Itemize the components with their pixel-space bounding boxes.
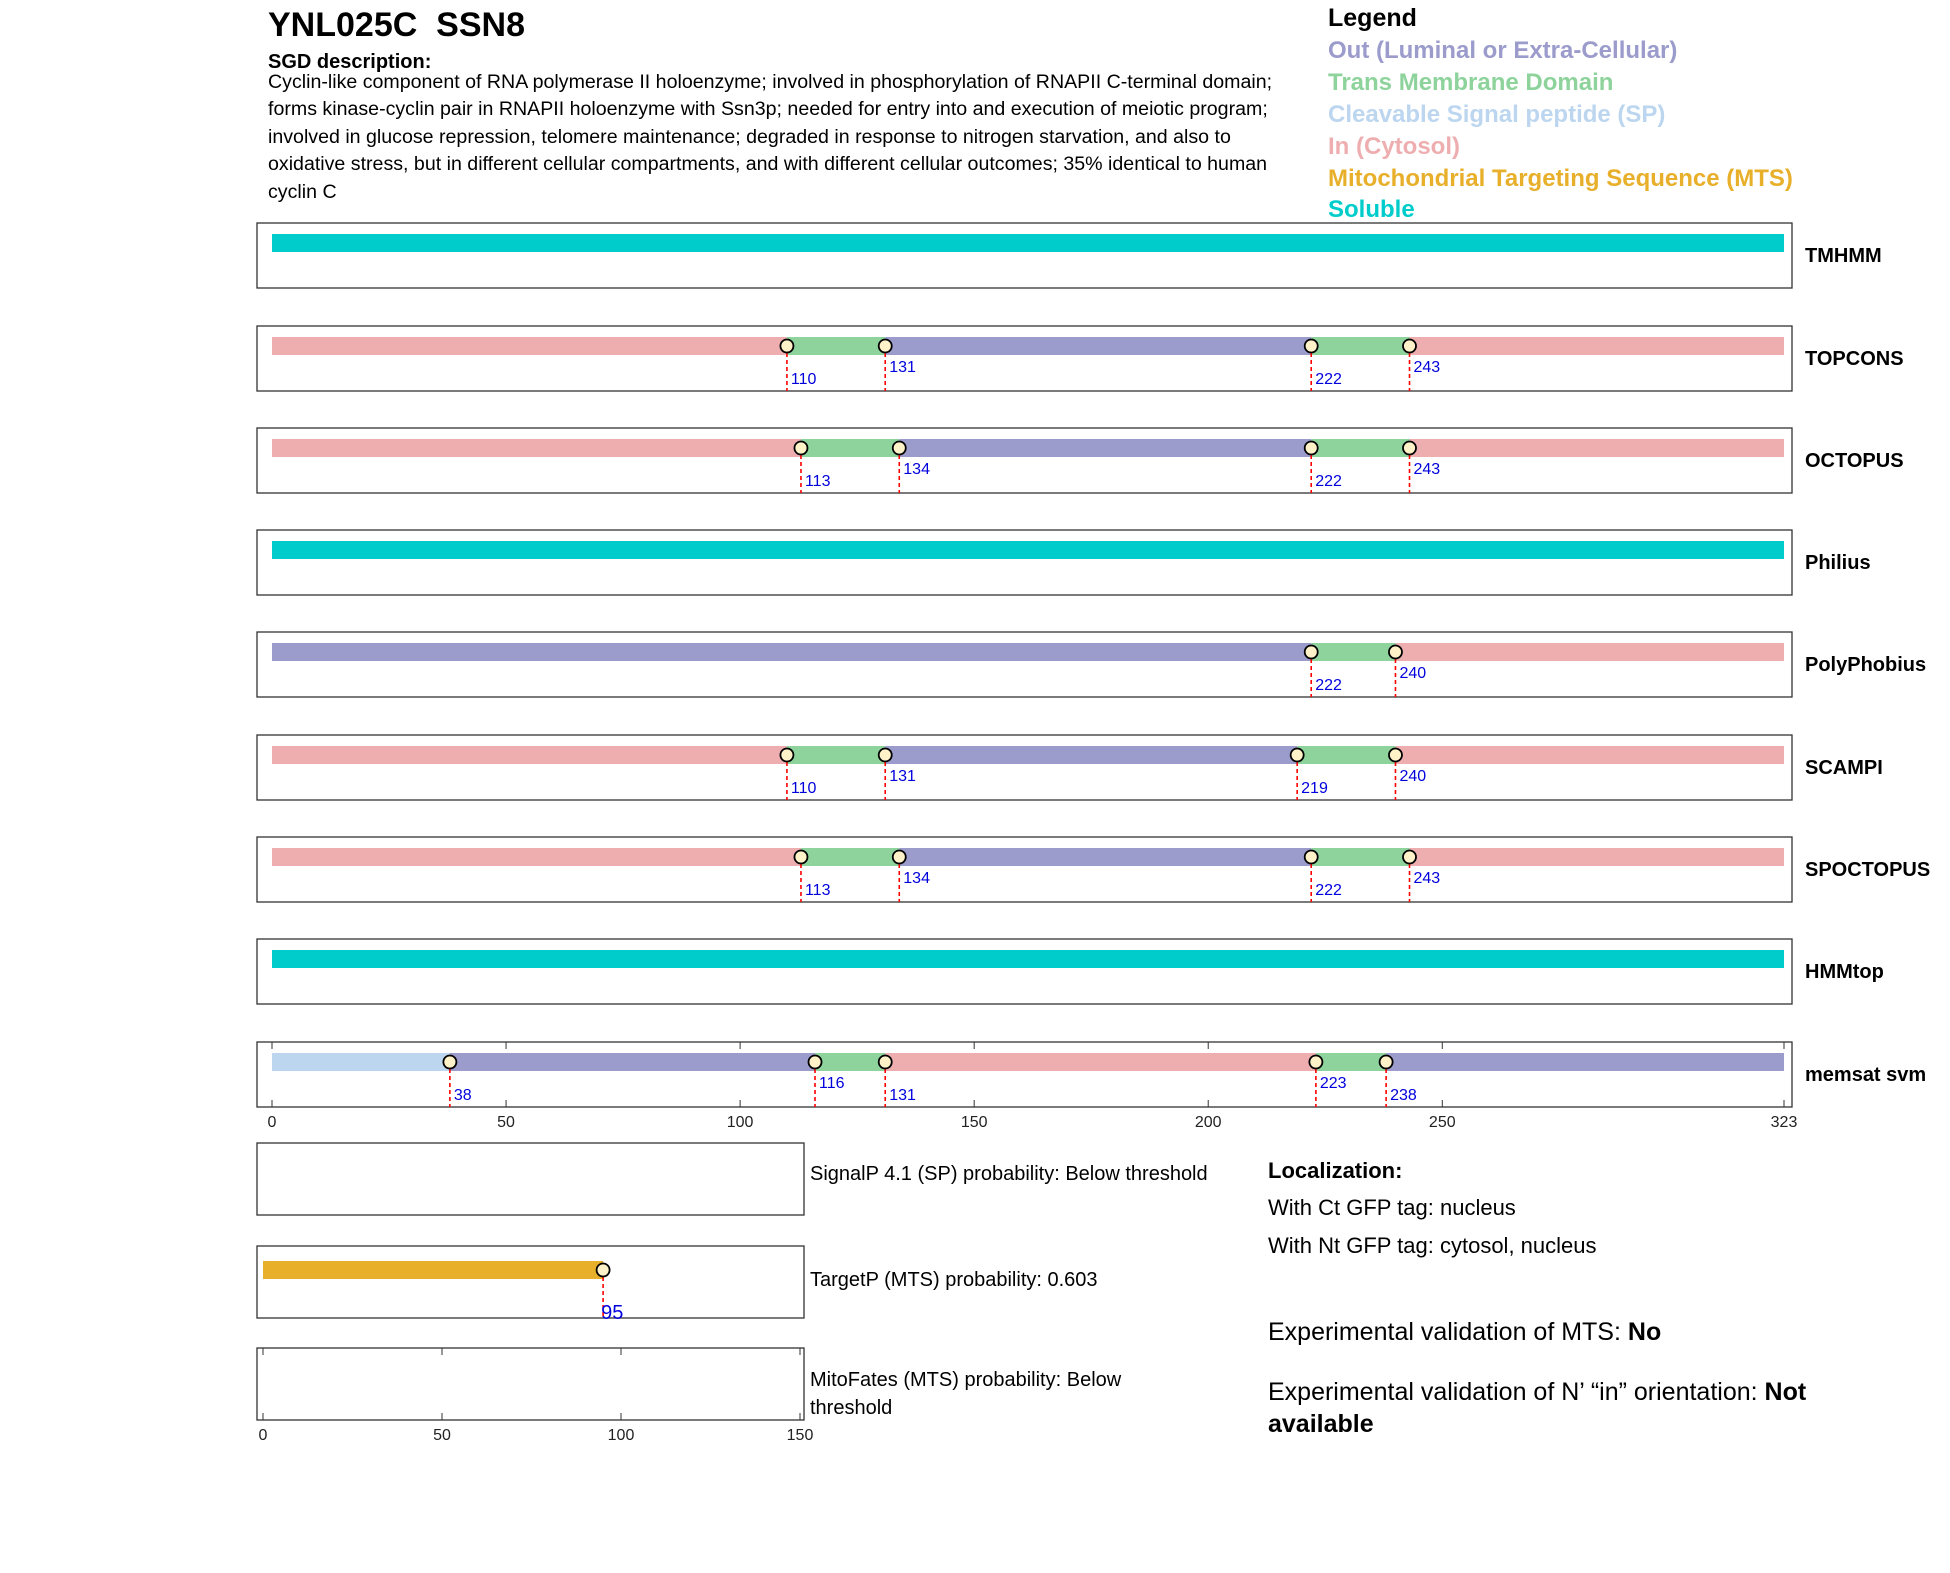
boundary-marker <box>1309 1056 1322 1069</box>
x-tick-label: 150 <box>960 1114 988 1131</box>
segment-out <box>899 439 1311 457</box>
segment-soluble <box>272 234 1784 252</box>
legend-item-out: Out (Luminal or Extra-Cellular) <box>1328 37 1678 64</box>
boundary-label: 131 <box>889 768 916 785</box>
segment-out <box>450 1053 815 1071</box>
boundary-label: 134 <box>903 461 930 478</box>
segment-tm <box>1297 746 1395 764</box>
track-frame-memsat-svm <box>257 1042 1792 1107</box>
boundary-marker <box>879 749 892 762</box>
legend-item-sp: Cleavable Signal peptide (SP) <box>1328 101 1666 128</box>
x-tick-label: 200 <box>1194 1114 1222 1131</box>
segment-in <box>272 746 787 764</box>
boundary-marker <box>1403 442 1416 455</box>
localization-nt: With Nt GFP tag: cytosol, nucleus <box>1268 1233 1597 1258</box>
segment-out <box>885 746 1297 764</box>
boundary-marker <box>1291 749 1304 762</box>
boundary-label: 222 <box>1315 677 1342 694</box>
boundary-label: 222 <box>1315 371 1342 388</box>
boundary-label: 243 <box>1413 461 1441 478</box>
boundary-marker <box>443 1056 456 1069</box>
localization-title: Localization: <box>1268 1158 1403 1183</box>
segment-in <box>1410 337 1784 355</box>
segment-in <box>272 337 787 355</box>
track-name-memsat-svm: memsat svm <box>1805 1064 1927 1086</box>
legend-item-mts: Mitochondrial Targeting Sequence (MTS) <box>1328 165 1793 192</box>
segment-soluble <box>272 541 1784 559</box>
boundary-marker <box>1403 340 1416 353</box>
segment-in <box>1410 439 1784 457</box>
mts-boundary-marker <box>597 1264 610 1277</box>
segment-soluble <box>272 950 1784 968</box>
track-frame-spoctopus <box>257 837 1792 902</box>
pred-frame-targetp <box>257 1246 804 1318</box>
orientation-validation-value: Not available <box>1268 1378 1807 1438</box>
boundary-marker <box>794 442 807 455</box>
track-frame-polyphobius <box>257 632 1792 697</box>
boundary-marker <box>1403 851 1416 864</box>
boundary-marker <box>893 442 906 455</box>
boundary-label: 110 <box>790 780 817 797</box>
description-text: Cyclin-like component of RNA polymerase II holoenzyme; involved in phosphorylation of RNAPII C-terminal domain; forms kinase-cyclin pair in RNAPII holoenzyme with Ssn3p; needed for entry into and execution of meiotic program; involved in glucose repression, telomere maintenance; degraded in response to nitrogen starvation, and also to oxidative stress, but in different cellular compartments, and with different cellular outcomes; 35% identical to human cyclin C <box>268 71 1273 203</box>
boundary-label: 110 <box>790 371 817 388</box>
boundary-marker <box>879 340 892 353</box>
segment-sp <box>272 1053 450 1071</box>
boundary-marker <box>1305 646 1318 659</box>
boundary-label: 243 <box>1413 870 1441 887</box>
localization-ct: With Ct GFP tag: nucleus <box>1268 1195 1516 1220</box>
x-tick-label: 100 <box>726 1114 754 1131</box>
track-frame-tmhmm <box>257 223 1792 288</box>
pred-x-tick-label: 0 <box>258 1427 268 1444</box>
description-label: SGD description: <box>268 51 432 73</box>
boundary-marker <box>809 1056 822 1069</box>
segment-in <box>1395 746 1784 764</box>
segment-tm <box>1316 1053 1386 1071</box>
boundary-marker <box>1380 1056 1393 1069</box>
x-tick-label: 250 <box>1428 1114 1456 1131</box>
segment-in <box>1410 848 1784 866</box>
boundary-label: 131 <box>889 359 916 376</box>
boundary-label: 116 <box>819 1075 845 1092</box>
boundary-marker <box>794 851 807 864</box>
track-name-spoctopus: SPOCTOPUS <box>1805 859 1931 881</box>
track-frame-philius <box>257 530 1792 595</box>
track-name-topcons: TOPCONS <box>1805 348 1904 370</box>
segment-tm <box>815 1053 885 1071</box>
orientation-validation <box>1268 1376 1888 1440</box>
x-tick-label: 0 <box>267 1114 277 1131</box>
segment-out <box>899 848 1311 866</box>
targetp-text: TargetP (MTS) probability: 0.603 <box>810 1269 1098 1291</box>
track-frame-topcons <box>257 326 1792 391</box>
segment-in <box>1395 643 1784 661</box>
segment-mts <box>263 1261 603 1279</box>
boundary-label: 240 <box>1399 665 1427 682</box>
track-frame-octopus <box>257 428 1792 493</box>
segment-in <box>272 848 801 866</box>
orientation-validation-label: Experimental validation of N’ “in” orientation: <box>1268 1378 1765 1406</box>
boundary-label: 113 <box>804 473 831 490</box>
boundary-label: 113 <box>804 882 831 899</box>
mitofates-text: MitoFates (MTS) probability: Below threshold <box>810 1369 1122 1419</box>
x-tick-label: 323 <box>1770 1114 1798 1131</box>
boundary-marker <box>780 749 793 762</box>
segment-in <box>885 1053 1316 1071</box>
boundary-label: 223 <box>1319 1075 1347 1092</box>
segment-tm <box>1311 643 1395 661</box>
segment-tm <box>787 337 885 355</box>
segment-out <box>885 337 1311 355</box>
x-tick-label: 50 <box>497 1114 515 1131</box>
pred-x-tick-label: 50 <box>433 1427 451 1444</box>
legend-item-soluble: Soluble <box>1328 196 1415 223</box>
segment-out <box>272 643 1311 661</box>
segment-tm <box>1311 848 1409 866</box>
page-title: YNL025C SSN8 <box>268 6 525 44</box>
track-name-scampi: SCAMPI <box>1805 757 1883 779</box>
track-name-hmmtop: HMMtop <box>1805 961 1884 983</box>
boundary-marker <box>780 340 793 353</box>
track-name-philius: Philius <box>1805 552 1871 574</box>
mts-validation <box>1268 1316 1888 1348</box>
segment-tm <box>801 848 899 866</box>
boundary-marker <box>893 851 906 864</box>
segment-out <box>1386 1053 1784 1071</box>
pred-frame-mitofates <box>257 1348 804 1420</box>
track-frame-hmmtop <box>257 939 1792 1004</box>
segment-tm <box>787 746 885 764</box>
legend-item-in: In (Cytosol) <box>1328 133 1460 160</box>
pred-frame-signalp <box>257 1143 804 1215</box>
boundary-label: 222 <box>1315 473 1342 490</box>
boundary-label: 240 <box>1399 768 1427 785</box>
boundary-label: 238 <box>1390 1087 1417 1104</box>
boundary-marker <box>1389 646 1402 659</box>
segment-tm <box>1311 337 1409 355</box>
signalp-text: SignalP 4.1 (SP) probability: Below threshold <box>810 1163 1208 1185</box>
mts-validation-label: Experimental validation of MTS: <box>1268 1318 1628 1346</box>
mts-boundary-label: 95 <box>601 1302 624 1324</box>
boundary-marker <box>1305 851 1318 864</box>
boundary-label: 38 <box>453 1087 472 1104</box>
segment-tm <box>801 439 899 457</box>
segment-tm <box>1311 439 1409 457</box>
track-frame-scampi <box>257 735 1792 800</box>
boundary-marker <box>879 1056 892 1069</box>
pred-x-tick-label: 100 <box>607 1427 635 1444</box>
boundary-label: 222 <box>1315 882 1342 899</box>
boundary-label: 219 <box>1301 780 1328 797</box>
boundary-marker <box>1305 340 1318 353</box>
boundary-marker <box>1389 749 1402 762</box>
boundary-marker <box>1305 442 1318 455</box>
segment-in <box>272 439 801 457</box>
boundary-label: 134 <box>903 870 930 887</box>
track-name-octopus: OCTOPUS <box>1805 450 1904 472</box>
legend-item-tm: Trans Membrane Domain <box>1328 69 1614 96</box>
track-name-tmhmm: TMHMM <box>1805 245 1882 267</box>
pred-x-tick-label: 150 <box>786 1427 814 1444</box>
boundary-label: 131 <box>889 1087 916 1104</box>
track-name-polyphobius: PolyPhobius <box>1805 654 1927 676</box>
boundary-label: 243 <box>1413 359 1441 376</box>
mts-validation-value: No <box>1627 1318 1662 1346</box>
legend-title: Legend <box>1328 4 1417 32</box>
